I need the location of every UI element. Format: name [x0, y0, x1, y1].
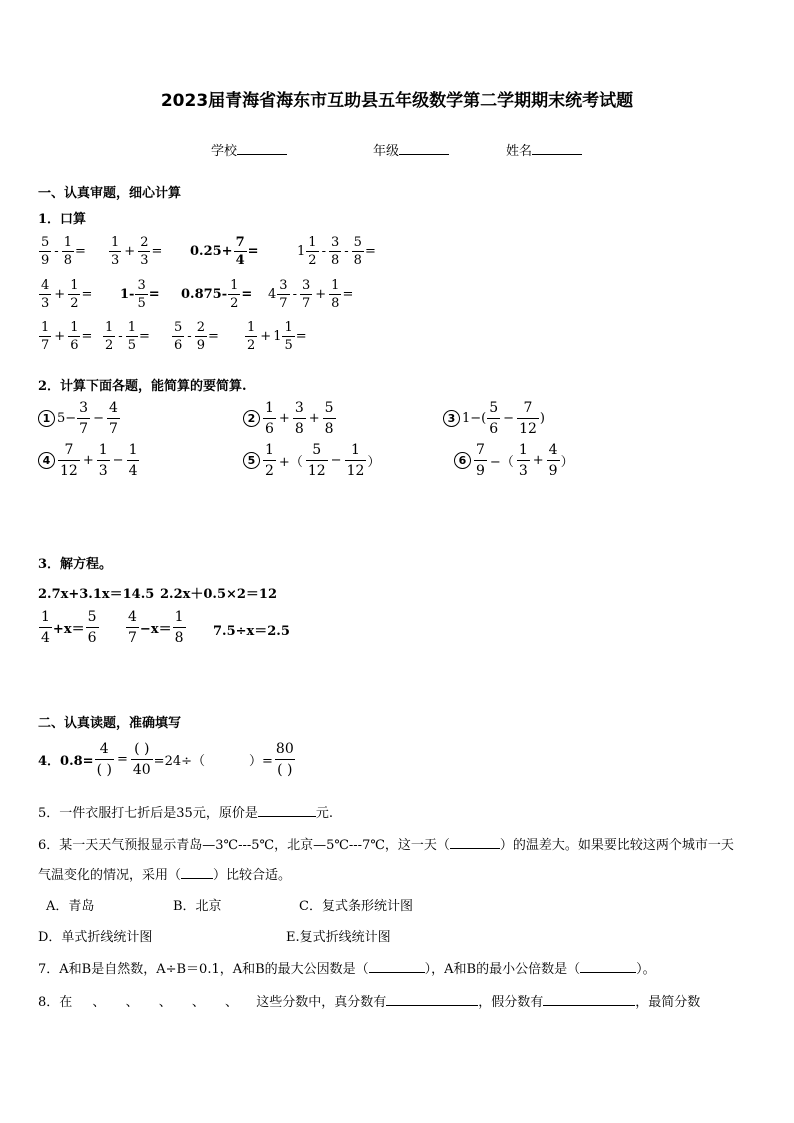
fraction: $\frac{2}{9}$ [196, 320, 205, 353]
fraction: $\frac{80}{( )}$ [275, 741, 294, 778]
equation-2: 2.2x＋0.5×2＝12 [160, 587, 278, 602]
oral-calc-8: 4 $\frac{3}{7}$ - $\frac{3}{7}$ + $\frac{1}{8}$ = [268, 278, 354, 311]
calc-problem-4: 4 $\frac{7}{12}$ + $\frac{1}{3}$ − $\frac{1}{4}$ [38, 443, 140, 478]
option-b[interactable]: B．北京 [173, 899, 222, 914]
fraction: $\frac{4}{( )}$ [96, 741, 112, 778]
calc-problem-5: 5 $\frac{1}{2}$ +（ $\frac{5}{12}$ − $\frac{1}{12}$ ） [243, 443, 380, 478]
fraction: $\frac{5}{6}$ [174, 320, 183, 353]
question-1-label: 1．口算 [38, 212, 87, 227]
answer-blank[interactable] [386, 993, 478, 1006]
answer-blank[interactable]: ( ) [275, 759, 294, 777]
answer-blank[interactable] [450, 836, 500, 849]
section-1-heading: 一、认真审题，细心计算 [38, 186, 182, 201]
fraction: $\frac{1}{3}$ [98, 442, 108, 479]
fraction: $\frac{1}{5}$ [127, 320, 136, 353]
fraction: $\frac{1}{2}$ [247, 320, 256, 353]
fraction: $\frac{7}{12}$ [60, 442, 78, 479]
answer-blank[interactable] [543, 993, 635, 1006]
equation-3: $\frac{1}{4}$ +x＝ $\frac{5}{6}$ [41, 609, 97, 646]
equation-5: 7.5÷x＝2.5 [213, 624, 290, 639]
calc-problem-6: 6 $\frac{7}{9}$ −（ $\frac{1}{3}$ + $\frac{4}{9}$ ） [454, 443, 574, 478]
oral-calc-11: $\frac{5}{6}$ - $\frac{2}{9}$ = [174, 320, 219, 353]
fraction: $\frac{1}{6}$ [265, 400, 274, 437]
fraction: $\frac{2}{3}$ [140, 235, 149, 268]
fraction: $\frac{4}{3}$ [41, 278, 50, 311]
fraction: $\frac{1}{4}$ [128, 442, 138, 479]
fraction: $\frac{1}{6}$ [70, 320, 79, 353]
fraction: $\frac{1}{2}$ [105, 320, 114, 353]
fraction: $\frac{3}{5}$ [137, 278, 146, 311]
option-c[interactable]: C．复式条形统计图 [299, 899, 413, 914]
school-blank[interactable] [237, 142, 287, 155]
question-3-label: 3．解方程。 [38, 557, 113, 572]
fraction: $\frac{1}{7}$ [41, 320, 50, 353]
question-5: 5．一件衣服打七折后是35元，原价是 元. [38, 806, 333, 821]
fraction: $\frac{1}{8}$ [63, 235, 72, 268]
oral-calc-4: 1 $\frac{1}{2}$ - $\frac{3}{8}$ - $\frac{5}{8}$ = [297, 235, 376, 268]
equation-1: 2.7x+3.1x＝14.5 [38, 587, 155, 602]
fraction: $\frac{5}{8}$ [324, 400, 334, 437]
grade-field [373, 140, 449, 159]
fraction: $\frac{5}{12}$ [307, 442, 326, 479]
question-6-line-2: 气温变化的情况，采用（ ）比较合适。 [38, 868, 292, 883]
fraction: $\frac{4}{7}$ [109, 400, 118, 437]
fraction: $\frac{1}{5}$ [284, 320, 293, 353]
fraction: $\frac{4}{9}$ [548, 442, 558, 479]
fraction: $\frac{1}{2}$ [265, 442, 274, 479]
fraction: $\frac{1}{4}$ [41, 609, 50, 646]
answer-blank[interactable] [258, 804, 316, 817]
answer-blank[interactable]: ( ) [134, 741, 150, 757]
calc-problem-2: 2 $\frac{1}{6}$ + $\frac{3}{8}$ + $\frac{5}{8}$ [243, 401, 337, 436]
school-field [211, 140, 287, 159]
fraction: $\frac{5}{6}$ [489, 400, 499, 437]
oral-calc-3: 0.25+ $\frac{7}{4}$ = [190, 235, 259, 268]
fraction: $\frac{5}{6}$ [87, 609, 97, 646]
fraction: $\frac{( )}{40}$ [132, 741, 151, 778]
fraction: $\frac{4}{7}$ [128, 609, 137, 646]
name-label: 姓名 [506, 144, 533, 159]
school-label: 学校 [211, 144, 238, 159]
fraction: $\frac{7}{12}$ [519, 400, 537, 437]
equation-4: $\frac{4}{7}$ −x＝ $\frac{1}{8}$ [128, 609, 184, 646]
name-blank[interactable] [532, 142, 582, 155]
question-7: 7．A和B是自然数，A÷B＝0.1，A和B的最大公因数是（ ），A和B的最小公倍数是（ ）。 [38, 962, 656, 977]
page-title: 2023届青海省海东市互助县五年级数学第二学期期末统考试题 [160, 91, 634, 111]
question-8: 8．在 、 、 、 、 、 这些分数中，真分数有 ，假分数有 ，最简分数 [38, 995, 701, 1010]
fraction: $\frac{7}{4}$ [235, 235, 245, 268]
fraction: $\frac{1}{2}$ [308, 235, 317, 268]
oral-calc-2: $\frac{1}{3}$ + $\frac{2}{3}$ = [111, 235, 163, 268]
section-2-heading: 二、认真读题，准确填写 [38, 716, 182, 731]
fraction: $\frac{1}{3}$ [518, 442, 528, 479]
answer-blank[interactable] [181, 866, 213, 879]
fraction: $\frac{7}{9}$ [476, 442, 485, 479]
oral-calc-7: 0.875- $\frac{1}{2}$ = [181, 278, 253, 311]
oral-calc-12: $\frac{1}{2}$ + 1 $\frac{1}{5}$ = [247, 320, 307, 353]
fraction: $\frac{3}{7}$ [79, 400, 89, 437]
answer-blank[interactable]: ( ) [95, 759, 114, 777]
fraction: $\frac{1}{2}$ [70, 278, 79, 311]
oral-calc-1: $\frac{5}{9}$ - $\frac{1}{8}$ = [41, 235, 86, 268]
fraction: $\frac{3}{7}$ [301, 278, 311, 311]
fraction: $\frac{3}{8}$ [330, 235, 340, 268]
fraction: $\frac{1}{8}$ [331, 278, 340, 311]
oral-calc-10: $\frac{1}{2}$ - $\frac{1}{5}$ = [105, 320, 150, 353]
fraction: $\frac{3}{8}$ [294, 400, 304, 437]
answer-blank[interactable] [580, 960, 636, 973]
fraction: $\frac{1}{8}$ [174, 609, 184, 646]
option-e[interactable]: E.复式折线统计图 [286, 930, 391, 945]
grade-label: 年级 [373, 144, 400, 159]
oral-calc-6: 1- $\frac{3}{5}$ = [120, 278, 160, 311]
answer-blank[interactable] [369, 960, 425, 973]
fraction: $\frac{1}{2}$ [230, 278, 239, 311]
fraction: $\frac{5}{9}$ [41, 235, 50, 268]
option-a[interactable]: A．青岛 [46, 899, 95, 914]
fraction: $\frac{5}{8}$ [353, 235, 362, 268]
option-d[interactable]: D．单式折线统计图 [38, 930, 153, 945]
question-6-line-1: 6．某一天天气预报显示青岛—3℃---5℃，北京—5℃---7℃，这一天（ ）的温差大。如果要比较这两个城市一天 [38, 838, 734, 853]
oral-calc-5: $\frac{4}{3}$ + $\frac{1}{2}$ = [41, 278, 93, 311]
question-2-label: 2．计算下面各题，能简算的要简算. [38, 379, 247, 394]
fraction: $\frac{1}{3}$ [111, 235, 120, 268]
fraction: $\frac{1}{12}$ [346, 442, 365, 479]
grade-blank[interactable] [399, 142, 449, 155]
question-4: 4．0.8= $\frac{4}{( )}$ = $\frac{( )}{40}$ =24÷（ ）= $\frac{80}{( )}$ [38, 741, 294, 778]
name-field [506, 140, 582, 159]
calc-problem-3: 3 1−( $\frac{5}{6}$ − $\frac{7}{12}$ ) [443, 401, 545, 436]
fraction: $\frac{3}{7}$ [279, 278, 288, 311]
oral-calc-9: $\frac{1}{7}$ + $\frac{1}{6}$ = [41, 320, 93, 353]
calc-problem-1: 1 5− $\frac{3}{7}$ − $\frac{4}{7}$ [38, 401, 121, 436]
